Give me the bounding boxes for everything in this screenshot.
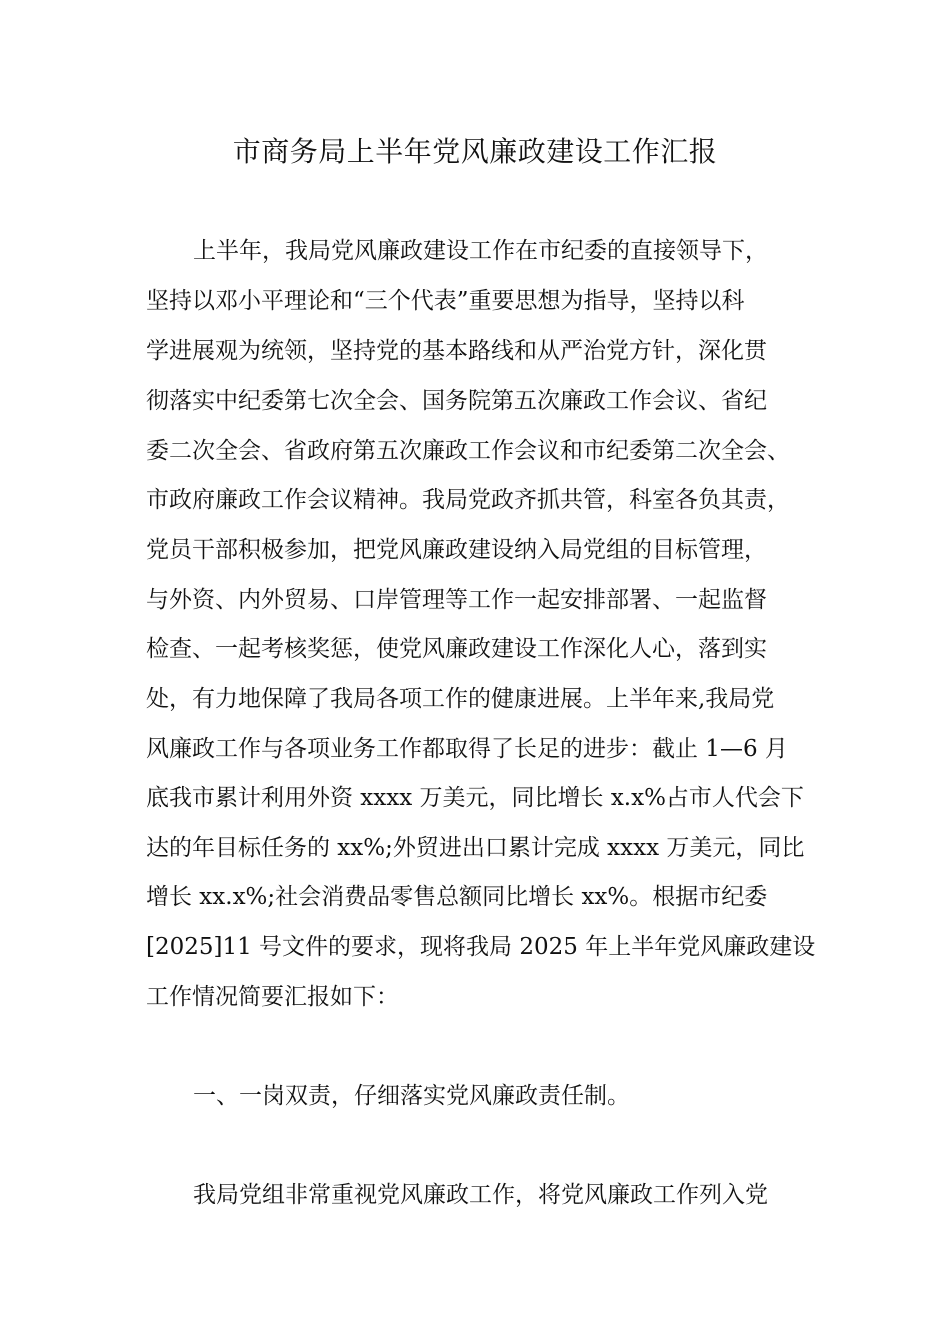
paragraph-line: 上半年，我局党风廉政建设工作在市纪委的直接领导下， (193, 238, 768, 264)
paragraph-line: 彻落实中纪委第七次全会、国务院第五次廉政工作会议、省纪 (146, 388, 767, 414)
paragraph-line: 检查、一起考核奖惩，使党风廉政建设工作深化人心，落到实 (146, 636, 767, 662)
paragraph-line: 底我市累计利用外资 xxxx 万美元，同比增长 x.x%占市人代会下 (146, 785, 804, 811)
paragraph-line: 达的年目标任务的 xx%;外贸进出口累计完成 xxxx 万美元，同比 (146, 835, 805, 861)
paragraph-line: 处，有力地保障了我局各项工作的健康进展。上半年来,我局党 (146, 686, 775, 712)
paragraph-line: 学进展观为统领，坚持党的基本路线和从严治党方针，深化贯 (146, 338, 767, 364)
paragraph-line: 我局党组非常重视党风廉政工作，将党风廉政工作列入党 (193, 1182, 768, 1208)
paragraph-line: 增长 xx.x%;社会消费品零售总额同比增长 xx%。根据市纪委 (146, 884, 768, 910)
document-title: 市商务局上半年党风廉政建设工作汇报 (232, 135, 718, 168)
paragraph-line: 工作情况简要汇报如下： (146, 984, 399, 1010)
paragraph-line: 委二次全会、省政府第五次廉政工作会议和市纪委第二次全会、 (146, 438, 790, 464)
paragraph-line: 坚持以邓小平理论和“三个代表”重要思想为指导，坚持以科 (146, 288, 745, 314)
paragraph-line: 风廉政工作与各项业务工作都取得了长足的进步：截止 1—6 月 (146, 736, 788, 762)
section-heading: 一、一岗双责，仔细落实党风廉政责任制。 (193, 1083, 630, 1109)
paragraph-line: 与外资、内外贸易、口岸管理等工作一起安排部署、一起监督 (146, 587, 767, 613)
paragraph-line: 市政府廉政工作会议精神。我局党政齐抓共管，科室各负其责， (146, 487, 790, 513)
paragraph-line: 党员干部积极参加，把党风廉政建设纳入局党组的目标管理， (146, 537, 767, 563)
paragraph-line: [2025]11 号文件的要求，现将我局 2025 年上半年党风廉政建设 (146, 934, 816, 960)
